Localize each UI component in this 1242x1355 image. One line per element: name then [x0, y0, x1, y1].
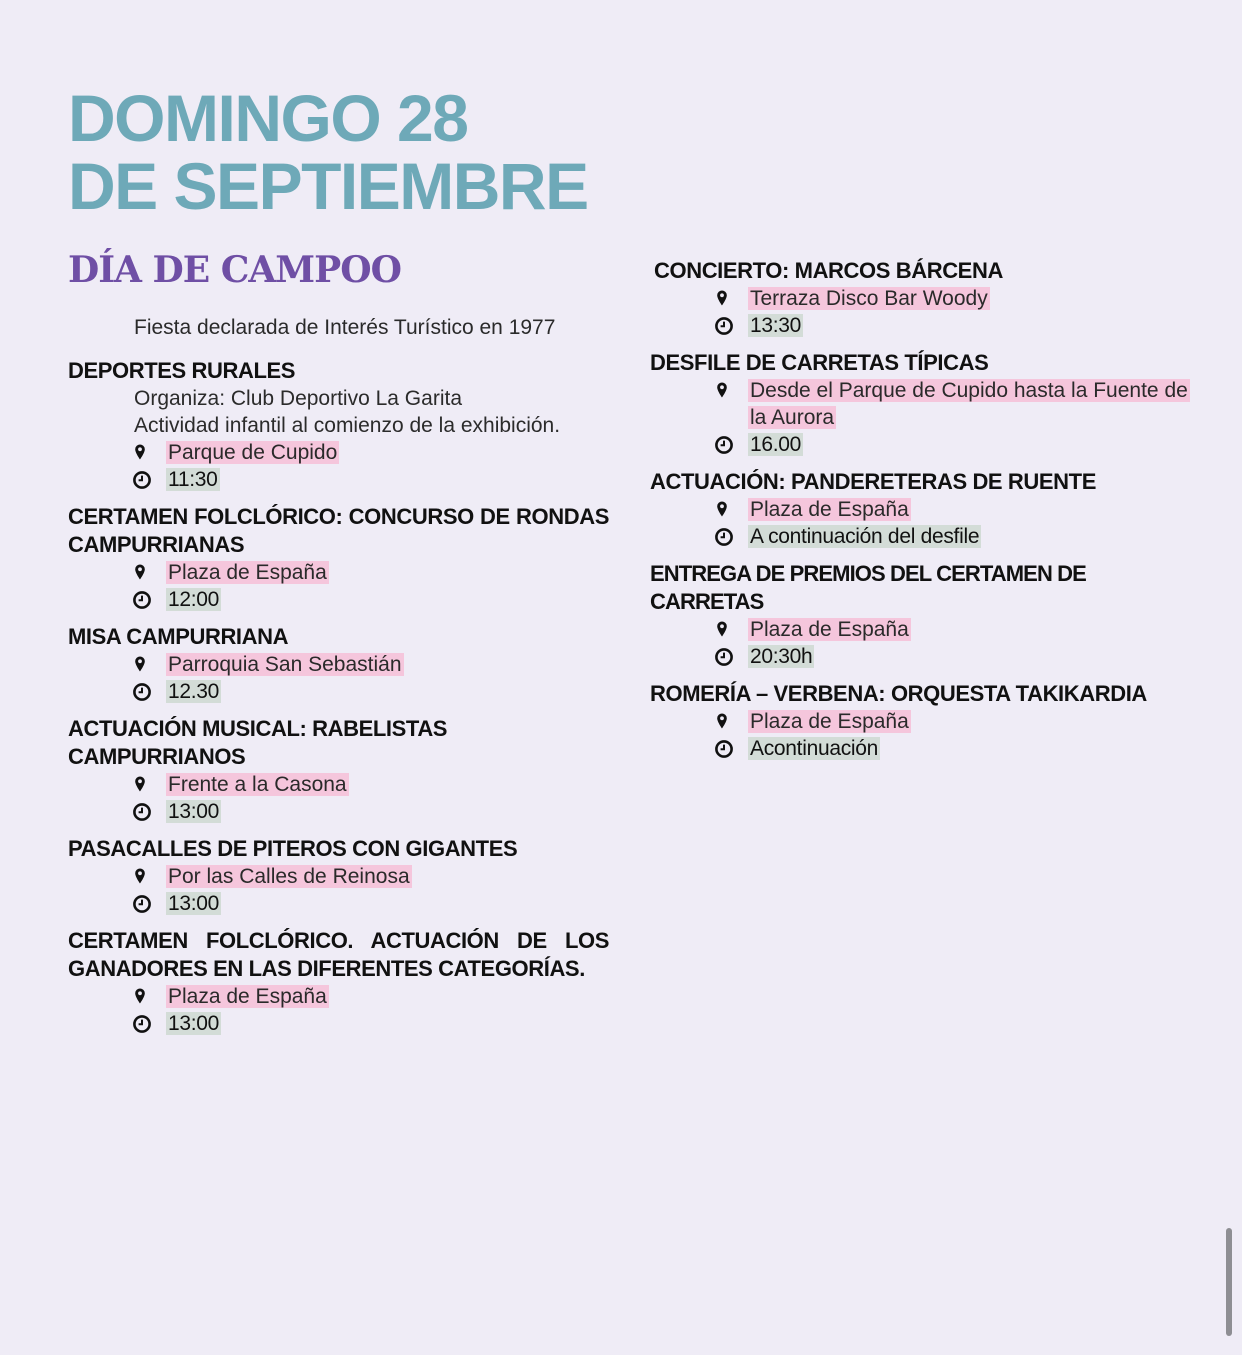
event-item: [68, 503, 609, 613]
event-title: PASACALLES DE PITEROS CON GIGANTES: [68, 836, 518, 861]
time-label: 13:00: [168, 1012, 220, 1035]
event-title: CERTAMEN FOLCLÓRICO. ACTUACIÓN DE LOS GANADORES EN LAS DIFERENTES CATEGORÍAS.: [68, 928, 609, 981]
clock-icon: [714, 527, 736, 547]
place-label: Terraza Disco Bar Woody: [750, 287, 988, 310]
event-place: [68, 651, 609, 678]
place-label: Por las Calles de Reinosa: [168, 865, 410, 888]
place-label: Plaza de España: [750, 618, 909, 641]
map-pin-icon: [132, 775, 154, 795]
map-pin-icon: [714, 289, 736, 309]
place-label: Desde el Parque de Cupido hasta la Fuente de la Aurora: [750, 379, 1188, 429]
event-place: [68, 559, 609, 586]
time-label: 13:30: [750, 314, 802, 337]
place-label: Plaza de España: [750, 498, 909, 521]
event-time: [68, 678, 609, 705]
event-time: [650, 735, 1192, 762]
time-label: 13:00: [168, 892, 220, 915]
event-item: [68, 715, 609, 825]
time-label: 16.00: [750, 433, 802, 456]
clock-icon: [132, 682, 154, 702]
event-time: [650, 643, 1192, 670]
clock-icon: [714, 647, 736, 667]
event-item: [68, 357, 609, 493]
event-item: [650, 468, 1192, 550]
event-time: [650, 523, 1192, 550]
event-place: [68, 771, 609, 798]
clock-icon: [132, 470, 154, 490]
event-item: [650, 257, 1192, 339]
time-label: 12:00: [168, 588, 220, 611]
event-time: [68, 586, 609, 613]
place-label: Frente a la Casona: [168, 773, 347, 796]
time-label: Acontinuación: [750, 737, 879, 760]
event-item: [68, 927, 609, 1037]
event-time: [68, 798, 609, 825]
time-label: 13:00: [168, 800, 220, 823]
scrollbar[interactable]: [1226, 1228, 1232, 1336]
clock-icon: [132, 894, 154, 914]
right-column: [650, 257, 1192, 772]
event-item: [650, 680, 1192, 762]
event-time: [650, 431, 1192, 458]
event-time: [68, 1010, 609, 1037]
clock-icon: [132, 802, 154, 822]
map-pin-icon: [714, 381, 736, 401]
event-title: ROMERÍA – VERBENA: ORQUESTA TAKIKARDIA: [650, 681, 1147, 706]
event-title: ACTUACIÓN MUSICAL: RABELISTAS CAMPURRIANOS: [68, 716, 448, 769]
event-title: ENTREGA DE PREMIOS DEL CERTAMEN DE CARRETAS: [650, 561, 1086, 614]
event-item: [650, 349, 1192, 458]
event-place: [68, 439, 609, 466]
time-label: 12.30: [168, 680, 220, 703]
section-subtitle: Fiesta declarada de Interés Turístico en 1977: [134, 316, 556, 339]
time-label: 20:30h: [750, 645, 813, 668]
clock-icon: [132, 590, 154, 610]
place-label: Parque de Cupido: [168, 441, 338, 464]
map-pin-icon: [714, 620, 736, 640]
event-item: [68, 835, 609, 917]
event-time: [650, 312, 1192, 339]
place-label: Plaza de España: [168, 561, 327, 584]
event-time: [68, 890, 609, 917]
event-place: [68, 863, 609, 890]
left-column: [68, 357, 609, 1047]
event-place: [650, 285, 1192, 312]
map-pin-icon: [132, 443, 154, 463]
event-time: [68, 466, 609, 493]
map-pin-icon: [714, 712, 736, 732]
place-label: Plaza de España: [750, 710, 909, 733]
time-label: A continuación del desfile: [750, 525, 980, 548]
time-label: 11:30: [168, 468, 218, 491]
event-place: [650, 377, 1192, 431]
clock-icon: [714, 739, 736, 759]
event-item: [650, 560, 1192, 670]
event-note: Organiza: Club Deportivo La Garita: [134, 387, 462, 410]
page-title: [68, 81, 588, 223]
event-item: [68, 623, 609, 705]
event-place: [68, 983, 609, 1010]
event-place: [650, 616, 1192, 643]
clock-icon: [714, 435, 736, 455]
map-pin-icon: [132, 867, 154, 887]
event-title: DESFILE DE CARRETAS TÍPICAS: [650, 350, 989, 375]
page-title-line1: DOMINGO 28: [68, 81, 468, 155]
event-title: MISA CAMPURRIANA: [68, 624, 289, 649]
map-pin-icon: [132, 987, 154, 1007]
clock-icon: [132, 1014, 154, 1034]
event-title: DEPORTES RURALES: [68, 358, 296, 383]
map-pin-icon: [714, 500, 736, 520]
place-label: Plaza de España: [168, 985, 327, 1008]
event-title: CERTAMEN FOLCLÓRICO: CONCURSO DE RONDAS CAMPURRIANAS: [68, 504, 609, 557]
place-label: Parroquia San Sebastián: [168, 653, 402, 676]
event-note: Actividad infantil al comienzo de la exhibición.: [134, 414, 561, 437]
event-place: [650, 708, 1192, 735]
clock-icon: [714, 316, 736, 336]
event-title: CONCIERTO: MARCOS BÁRCENA: [654, 258, 1003, 283]
event-title: ACTUACIÓN: PANDERETERAS DE RUENTE: [650, 469, 1096, 494]
map-pin-icon: [132, 655, 154, 675]
event-place: [650, 496, 1192, 523]
page-title-line2: DE SEPTIEMBRE: [68, 149, 588, 223]
section-title: DÍA DE CAMPOO: [68, 249, 401, 291]
map-pin-icon: [132, 563, 154, 583]
